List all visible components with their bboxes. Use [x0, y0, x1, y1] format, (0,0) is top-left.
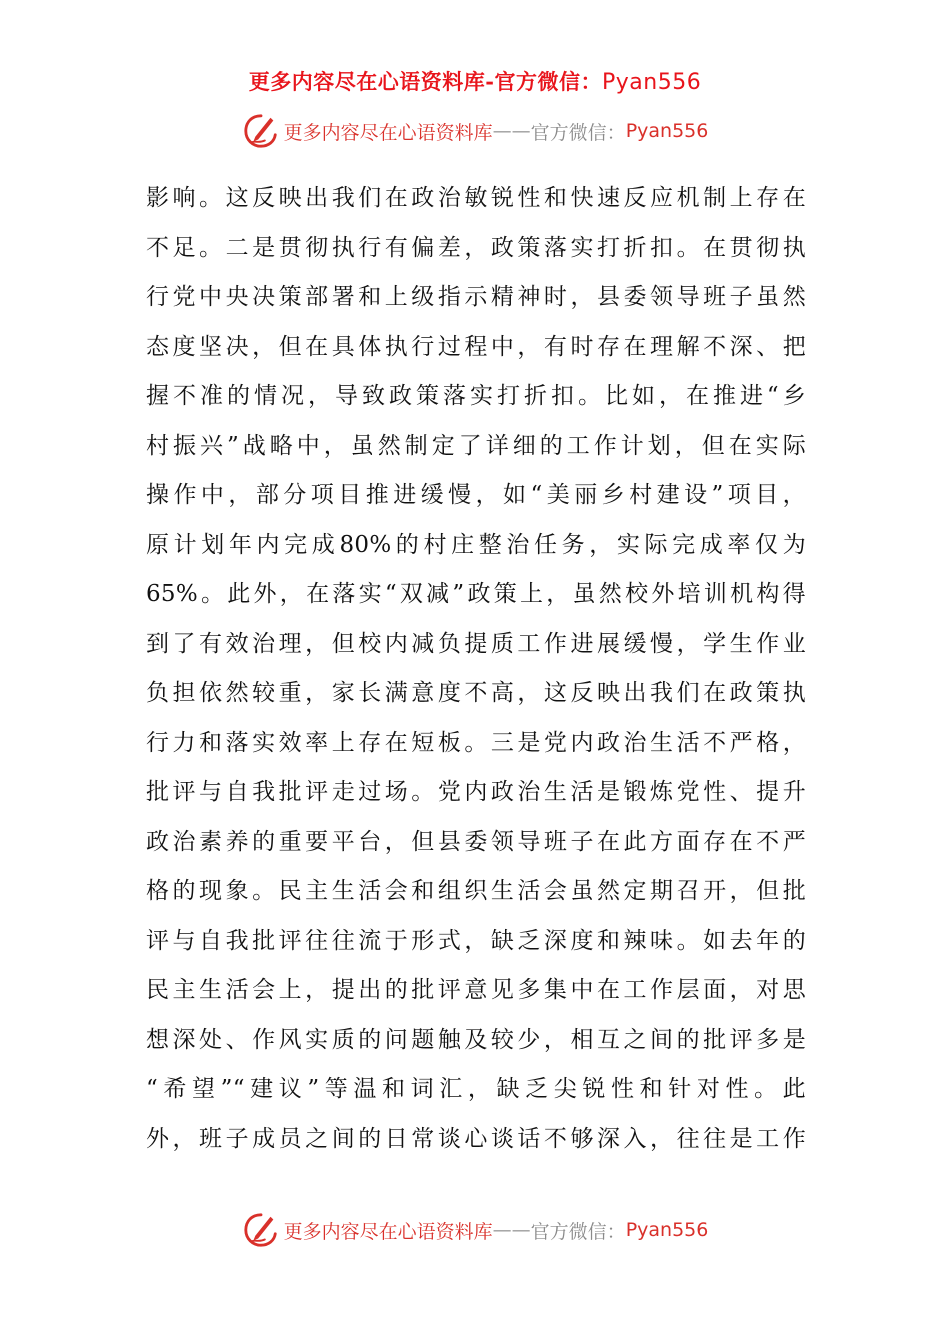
watermark-text: 更多内容尽在心语资料库: [283, 121, 493, 144]
watermark-wechat-id: Pyan556: [625, 120, 709, 142]
pen-circle-logo-icon: [242, 112, 280, 150]
text-line: 想深处、作风实质的问题触及较少，相互之间的批评多是: [146, 1026, 806, 1053]
text-line: 影响。这反映出我们在政治敏锐性和快速反应机制上存在: [146, 185, 806, 211]
text-line: 民主生活会上，提出的批评意见多集中在工作层面，对思: [146, 977, 806, 1003]
text-line: “希望”“建议”等温和词汇，缺乏尖锐性和针对性。此: [146, 1076, 806, 1102]
watermark-separator: ——: [492, 120, 531, 142]
text-line: 行党中央决策部署和上级指示精神时，县委领导班子虽然: [146, 284, 806, 310]
header-banner: [0, 66, 950, 96]
text-line: 态度坚决，但在具体执行过程中，有时存在理解不深、把: [146, 333, 806, 360]
watermark-separator: ——: [492, 1219, 531, 1241]
document-body: [146, 174, 806, 1164]
pen-circle-logo-icon: [242, 1211, 280, 1249]
text-line: 负担依然较重，家长满意度不高，这反映出我们在政策执: [146, 680, 806, 706]
text-line: 操作中，部分项目推进缓慢，如“美丽乡村建设”项目，: [146, 482, 806, 508]
text-line: 不足。二是贯彻执行有偏差，政策落实打折扣。在贯彻执: [146, 234, 806, 261]
watermark-label: 官方微信：: [530, 1220, 626, 1243]
text-line: 政治素养的重要平台，但县委领导班子在此方面存在不严: [146, 828, 806, 855]
text-line: 批评与自我批评走过场。党内政治生活是锻炼党性、提升: [146, 779, 806, 805]
header-wechat-id: Pyan556: [602, 70, 702, 95]
text-line: 外，班子成员之间的日常谈心谈话不够深入，往往是工作: [146, 1125, 806, 1152]
watermark-wechat-id: Pyan556: [625, 1219, 709, 1241]
text-line: 村振兴”战略中，虽然制定了详细的工作计划，但在实际: [146, 432, 806, 459]
text-line: 行力和落实效率上存在短板。三是党内政治生活不严格，: [146, 729, 806, 756]
text-line: 评与自我批评往往流于形式，缺乏深度和辣味。如去年的: [146, 927, 806, 954]
text-line: 到了有效治理，但校内减负提质工作进展缓慢，学生作业: [146, 630, 806, 657]
watermark-label: 官方微信：: [530, 121, 626, 144]
watermark-top: [0, 112, 950, 150]
text-line: 握不准的情况，导致政策落实打折扣。比如，在推进“乡: [146, 383, 806, 409]
text-line: 65%。此外，在落实“双减”政策上，虽然校外培训机构得: [146, 581, 806, 607]
watermark-bottom: [0, 1211, 950, 1249]
text-line: 原计划年内完成80%的村庄整治任务，实际完成率仅为: [146, 531, 806, 558]
text-line: 格的现象。民主生活会和组织生活会虽然定期召开，但批: [146, 878, 806, 904]
header-title: 更多内容尽在心语资料库-官方微信：: [248, 69, 602, 94]
watermark-text: 更多内容尽在心语资料库: [283, 1220, 493, 1243]
